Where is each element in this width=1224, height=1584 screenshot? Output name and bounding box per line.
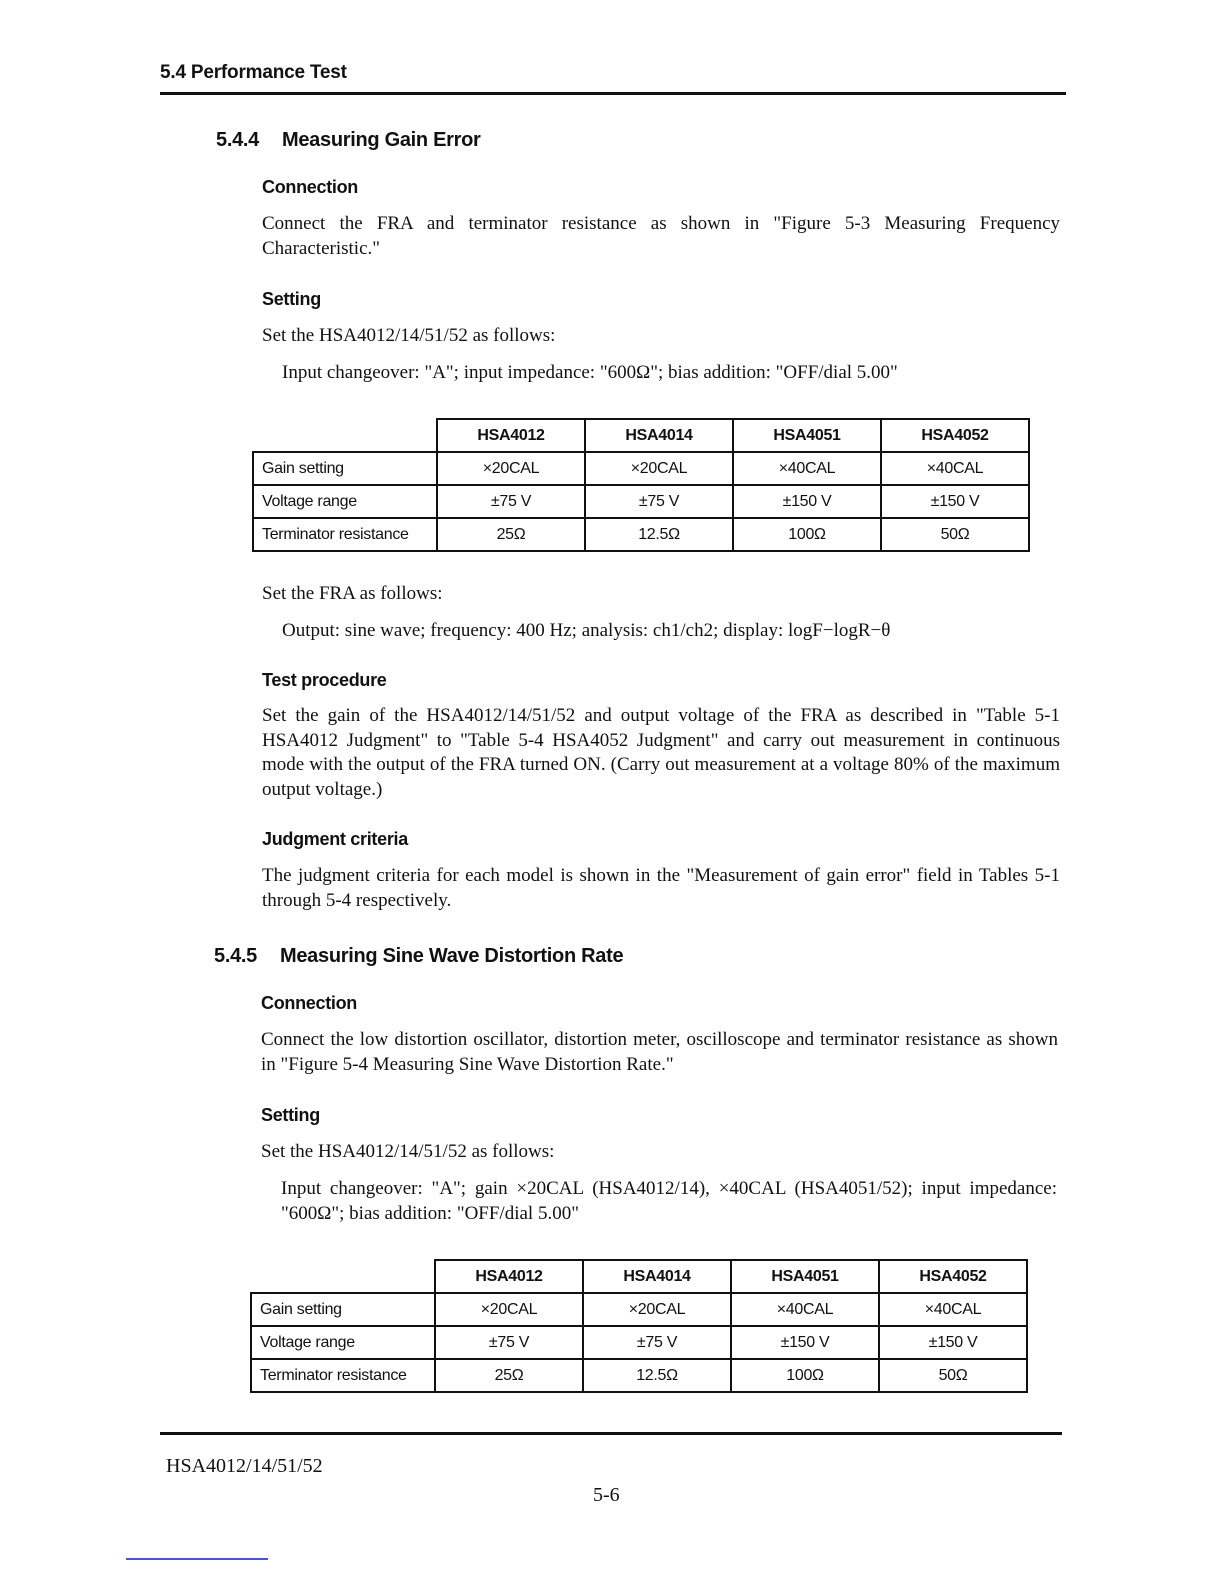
connection-text: Connect the low distortion oscillator, distortion meter, oscilloscope and terminator resistance as shown in "Figure 5-4 Measuring Sine Wave Distortion Rate."	[261, 1029, 1058, 1075]
table-cell: ×20CAL	[585, 452, 733, 485]
setting-heading: Setting	[262, 289, 321, 309]
table-cell: 100Ω	[733, 518, 881, 551]
table-header: HSA4051	[731, 1260, 879, 1293]
setting-line: Input changeover: "A"; gain ×20CAL (HSA4012/14), ×40CAL (HSA4051/52); input impedance: "600Ω"; bias addition: "OFF/dial 5.00"	[281, 1178, 1057, 1224]
row-label: Terminator resistance	[253, 518, 437, 551]
table-cell: ±75 V	[437, 485, 585, 518]
table-header: HSA4052	[879, 1260, 1027, 1293]
table-header: HSA4012	[435, 1260, 583, 1293]
row-label: Terminator resistance	[251, 1359, 435, 1392]
table-corner	[251, 1260, 435, 1293]
fra-line: Output: sine wave; frequency: 400 Hz; analysis: ch1/ch2; display: logF−logR−θ	[282, 620, 891, 641]
table-cell: ×20CAL	[583, 1293, 731, 1326]
table-cell: 50Ω	[879, 1359, 1027, 1392]
judgment-heading: Judgment criteria	[262, 829, 408, 849]
table-cell: 25Ω	[435, 1359, 583, 1392]
table-header: HSA4014	[583, 1260, 731, 1293]
judgment-text: The judgment criteria for each model is shown in the "Measurement of gain error" field in Tables 5-1 through 5-4 respectively.	[262, 865, 1060, 911]
table-row	[253, 485, 1029, 518]
settings-table-1	[252, 418, 1030, 552]
table-cell: ×40CAL	[881, 452, 1029, 485]
table-cell: ±75 V	[585, 485, 733, 518]
table-cell: ×20CAL	[437, 452, 585, 485]
section-5-4-5-heading	[214, 945, 623, 968]
table-cell: ±150 V	[731, 1326, 879, 1359]
table-cell: ±150 V	[733, 485, 881, 518]
section-number: 5.4.5	[214, 945, 257, 967]
table-row	[253, 452, 1029, 485]
table-cell: ±150 V	[881, 485, 1029, 518]
row-label: Gain setting	[253, 452, 437, 485]
table-cell: ±75 V	[583, 1326, 731, 1359]
setting-intro: Set the HSA4012/14/51/52 as follows:	[261, 1141, 555, 1162]
table-cell: ×40CAL	[733, 452, 881, 485]
connection-heading: Connection	[261, 993, 357, 1013]
table-cell: 12.5Ω	[583, 1359, 731, 1392]
setting-intro: Set the HSA4012/14/51/52 as follows:	[262, 325, 556, 346]
row-label: Gain setting	[251, 1293, 435, 1326]
connection-text: Connect the FRA and terminator resistance as shown in "Figure 5-3 Measuring Frequency Characteristic."	[262, 213, 1060, 259]
connection-heading: Connection	[262, 177, 358, 197]
table-header-row	[253, 419, 1029, 452]
table-corner	[253, 419, 437, 452]
table-row	[253, 518, 1029, 551]
table-cell: 50Ω	[881, 518, 1029, 551]
edge-mark	[126, 1558, 268, 1560]
row-label: Voltage range	[251, 1326, 435, 1359]
setting-heading: Setting	[261, 1105, 320, 1125]
procedure-heading: Test procedure	[262, 670, 387, 690]
table-header: HSA4014	[585, 419, 733, 452]
table-cell: ±150 V	[879, 1326, 1027, 1359]
section-title: Measuring Sine Wave Distortion Rate	[280, 945, 624, 967]
footer-rule	[160, 1432, 1062, 1435]
page-number: 5-6	[593, 1484, 620, 1506]
table-header: HSA4012	[437, 419, 585, 452]
header-rule	[160, 92, 1066, 95]
footer-model: HSA4012/14/51/52	[166, 1455, 323, 1477]
table-cell: ×20CAL	[435, 1293, 583, 1326]
table-row	[251, 1293, 1027, 1326]
table-header: HSA4051	[733, 419, 881, 452]
fra-intro: Set the FRA as follows:	[262, 583, 443, 604]
table-cell: ×40CAL	[879, 1293, 1027, 1326]
table-row	[251, 1359, 1027, 1392]
table-cell: ×40CAL	[731, 1293, 879, 1326]
table-cell: ±75 V	[435, 1326, 583, 1359]
section-header: 5.4 Performance Test	[160, 62, 347, 83]
row-label: Voltage range	[253, 485, 437, 518]
section-5-4-4-heading	[216, 129, 481, 152]
section-number: 5.4.4	[216, 129, 259, 151]
section-title: Measuring Gain Error	[282, 129, 481, 151]
table-cell: 12.5Ω	[585, 518, 733, 551]
table-header-row	[251, 1260, 1027, 1293]
table-row	[251, 1326, 1027, 1359]
table-header: HSA4052	[881, 419, 1029, 452]
table-cell: 100Ω	[731, 1359, 879, 1392]
setting-line: Input changeover: "A"; input impedance: "600Ω"; bias addition: "OFF/dial 5.00"	[282, 362, 898, 383]
settings-table-2	[250, 1259, 1028, 1393]
table-cell: 25Ω	[437, 518, 585, 551]
procedure-text: Set the gain of the HSA4012/14/51/52 and output voltage of the FRA as described in "Table 5-1 HSA4012 Judgment" to "Table 5-4 HSA4052 Judgment" and carry out measurement in continuous mode with the output of the FRA turned ON. (Carry out measurement at a voltage 80% of the maximum output voltage.)	[262, 705, 1060, 800]
